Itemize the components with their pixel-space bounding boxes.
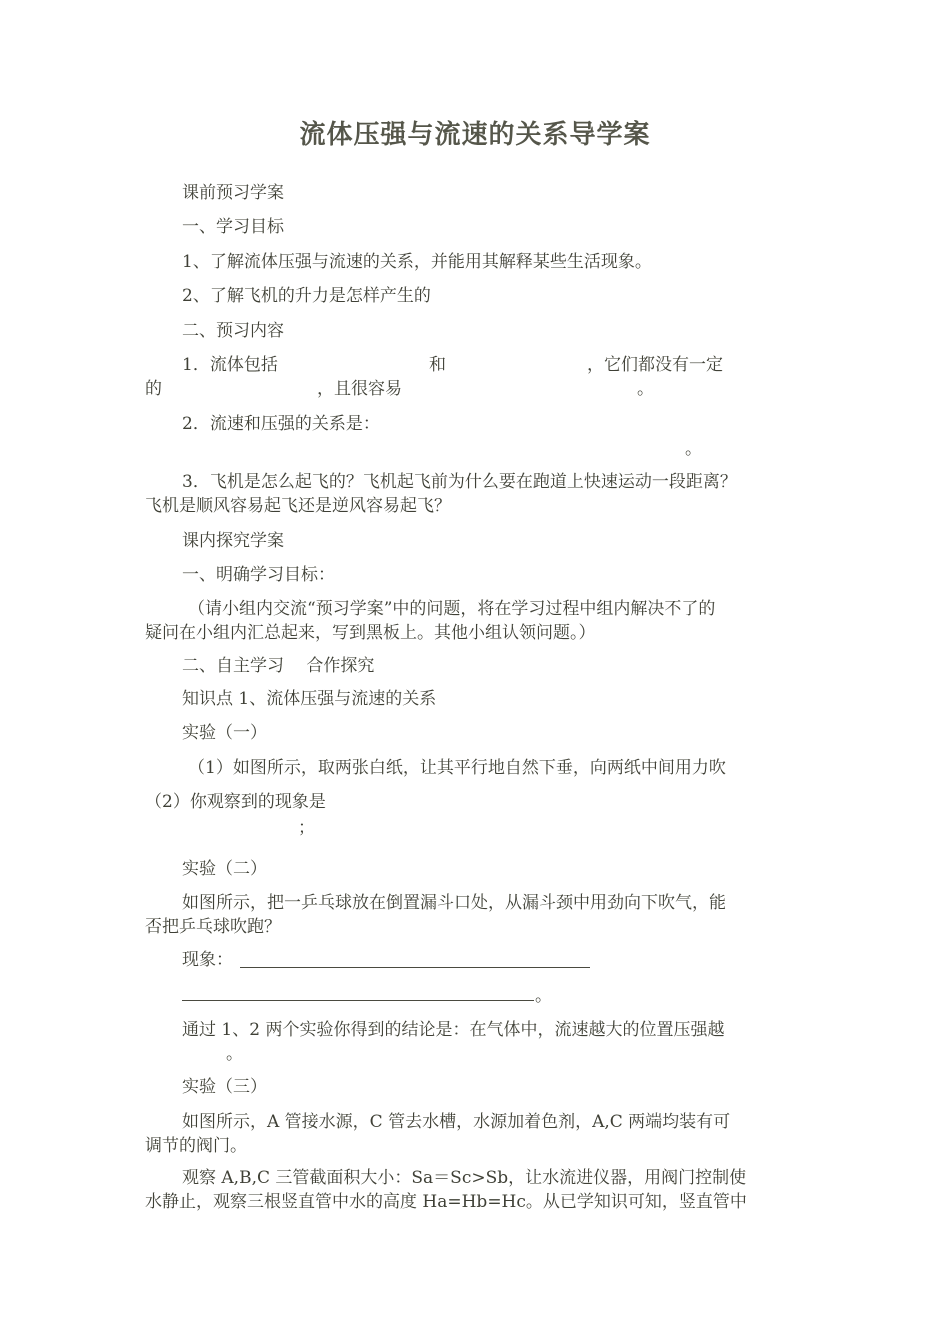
experiment-3-line3: 观察 A,B,C 三管截面积大小：Sa＝Sc>Sb，让水流进仪器，用阀门控制使 (182, 1168, 747, 1188)
goal-item-1: 1、了解流体压强与流速的关系，并能用其解释某些生活现象。 (182, 252, 652, 272)
experiment-3-line2: 调节的阀门。 (145, 1136, 247, 1156)
experiment-2-heading: 实验（二） (182, 859, 267, 879)
question-2: 2．流速和压强的关系是： (182, 414, 380, 434)
heading-preview-content: 二、预习内容 (182, 321, 284, 341)
question-1-line2-b: ，且很容易 (317, 379, 402, 399)
instruction-line1: （请小组内交流“预习学案”中的问题，将在学习过程中组内解决不了的 (188, 599, 716, 619)
experiment-1-heading: 实验（一） (182, 723, 267, 743)
instruction-line2: 疑问在小组内汇总起来，写到黑板上。其他小组认领问题。） (145, 623, 596, 643)
question-1-part-a: 1．流体包括 (182, 355, 278, 375)
conclusion-end: 。 (226, 1044, 243, 1064)
phenomenon-end: 。 (535, 986, 552, 1006)
heading-self-study: 二、自主学习 合作探究 (182, 656, 375, 676)
phenomenon-blank-line-2 (182, 1000, 534, 1001)
question-2-end: 。 (685, 439, 702, 459)
question-1-line2-a: 的 (145, 379, 162, 399)
heading-learning-goals: 一、学习目标 (182, 217, 284, 237)
experiment-1-step-2: （2）你观察到的现象是 (145, 792, 326, 812)
phenomenon-label: 现象： (182, 950, 233, 970)
experiment-3-heading: 实验（三） (182, 1077, 267, 1097)
section-heading-inclass: 课内探究学案 (182, 531, 284, 551)
experiment-1-step-2-end: ； (298, 818, 315, 838)
question-1-part-b: 和 (429, 355, 446, 375)
experiment-1-step-1: （1）如图所示，取两张白纸，让其平行地自然下垂，向两纸中间用力吹 (188, 758, 726, 778)
question-3-line2: 飞机是顺风容易起飞还是逆风容易起飞？ (145, 496, 451, 516)
document-title: 流体压强与流速的关系导学案 (299, 120, 651, 150)
section-heading-preview: 课前预习学案 (182, 183, 284, 203)
experiment-2-line2: 否把乒乓球吹跑？ (145, 917, 281, 937)
heading-clear-goals: 一、明确学习目标： (182, 565, 335, 585)
knowledge-point-1: 知识点 1、流体压强与流速的关系 (182, 689, 437, 709)
goal-item-2: 2、了解飞机的升力是怎样产生的 (182, 286, 431, 306)
question-1-line2-end: 。 (637, 379, 654, 399)
experiment-3-line1: 如图所示，A 管接水源，C 管去水槽，水源加着色剂，A,C 两端均装有可 (182, 1112, 731, 1132)
phenomenon-blank-line-1 (240, 967, 590, 968)
conclusion-line1: 通过 1、2 两个实验你得到的结论是：在气体中，流速越大的位置压强越 (182, 1020, 725, 1040)
question-3-line1: 3．飞机是怎么起飞的？飞机起飞前为什么要在跑道上快速运动一段距离？ (182, 472, 737, 492)
experiment-3-line4: 水静止，观察三根竖直管中水的高度 Ha=Hb=Hc。从已学知识可知，竖直管中 (145, 1192, 747, 1212)
question-1-part-c: ，它们都没有一定 (587, 355, 723, 375)
experiment-2-line1: 如图所示，把一乒乓球放在倒置漏斗口处，从漏斗颈中用劲向下吹气，能 (182, 893, 726, 913)
